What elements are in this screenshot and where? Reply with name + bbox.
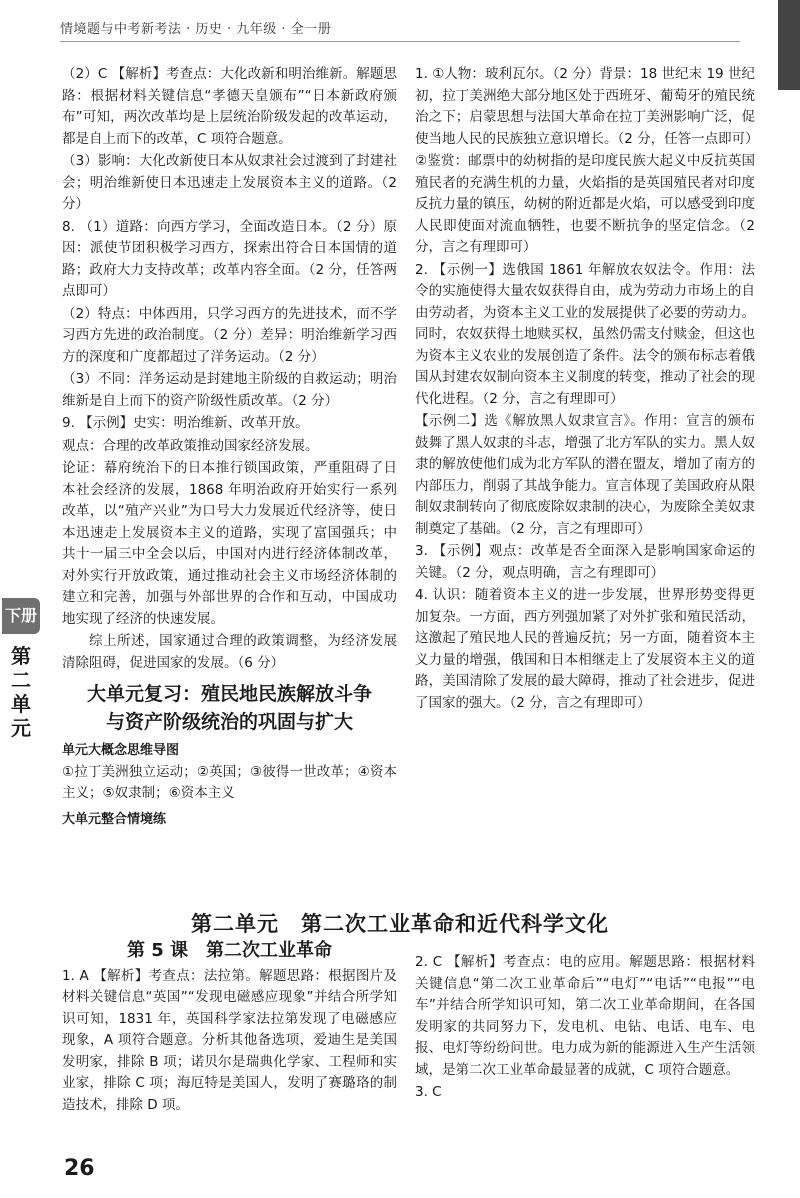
lesson-5-answer-3: 3. C xyxy=(415,1084,442,1100)
volume-label: 下册 xyxy=(2,598,40,634)
lesson-5-answer-1: 1. A 【解析】考查点：法拉第。解题思路：根据图片及材料关键信息“英国”“发现电磁感应现象”并结合所学知识可知，1831 年，英国科学家法拉第发现了电磁感应现象，A 项符合题意。分析其他备选项，爱迪生是美国发明家，排除 B 项；诺贝尔是瑞典化学家、工程师和实业家，排除 C 项；海厄特是美国人，发明了赛璐珞的制造技术，排除 D 项。 xyxy=(62,967,397,1113)
answer-8-2: （2）特点：中体西用，只学习西方的先进技术，而不学习西方先进的政治制度。（2 分）差异：明治维新学习西方的深度和广度都超过了洋务运动。（2 分） xyxy=(62,305,397,365)
review-answer-1-2: ②鉴赏：邮票中的幼树指的是印度民族大起义中反抗英国殖民者的充满生机的力量，火焰指的是英国殖民者对印度反抗力量的镇压，幼树的附近都是火焰，可以感受到印度人民即使面对流血牺牲，也要不断抗争的坚定信念。（2 分，言之有理即可） xyxy=(415,153,755,255)
page-header: 情境题与中考新考法 · 历史 · 九年级 · 全一册 xyxy=(60,18,740,42)
review-answer-1-1: 1. ①人物：玻利瓦尔。（2 分）背景：18 世纪末 19 世纪初，拉丁美洲绝大部分地区处于西班牙、葡萄牙的殖民统治之下；启蒙思想与法国大革命在拉丁美洲影响广泛，促使当地人民的民族独立意识增长。（2 分，任答一点即可） xyxy=(415,66,759,147)
review-answer-4: 4. 认识：随着资本主义的进一步发展，世界形势变得更加复杂。一方面，西方列强加紧了对外扩张和殖民活动，这激起了殖民地人民的普遍反抗；另一方面，随着资本主义力量的增强，俄国和日本相继走上了发展资本主义的道路，美国清除了发展的最大障碍，推动了社会进步，促进了国家的强大。（2 分，言之有理即可） xyxy=(415,587,755,711)
lesson-5-right xyxy=(415,952,755,1105)
answer-9-argument: 论证：幕府统治下的日本推行锁国政策，严重阻碍了日本社会经济的发展，1868 年明治政府开始实行一系列改革，以“殖产兴业”为口号大力发展近代经济等，使日本迅速走上发展资本主义的道路，实现了富国强兵；中共十一届三中全会以后，中国对内进行经济体制改革，对外实行开放政策，通过推动社会主义市场经济体制的建立和完善，加强与外部世界的合作和互动，中国成功地实现了经济的快速发展。 xyxy=(62,460,397,627)
answer-9-conclusion: 综上所述，国家通过合理的政策调整，为经济发展清除阻碍，促进国家的发展。（6 分） xyxy=(62,633,397,671)
review-title-line1: 大单元复习：殖民地民族解放斗争 xyxy=(86,683,372,705)
lesson-5-answer-2: 2. C 【解析】考查点：电的应用。解题思路：根据材料关键信息“第二次工业革命后”“电灯”“电话”“电报”“电车”并结合所学知识可知，第二次工业革命期间，在各国发明家的共同努力下，发电机、电钻、电话、电车、电报、电灯等纷纷问世。电力成为新的能源进入生产生活领域，是第二次工业革命最显著的成就，C 项符合题意。 xyxy=(415,954,755,1078)
mindmap-answers: ①拉丁美洲独立运动；②英国；③彼得一世改革；④资本主义；⑤奴隶制；⑥资本主义 xyxy=(62,763,397,801)
side-tab xyxy=(0,598,42,740)
review-answer-3: 3. 【示例】观点：改革是否全面深入是影响国家命运的关键。（2 分，观点明确，言之有理即可） xyxy=(415,543,755,581)
answer-8-1: 8. （1）道路：向西方学习，全面改造日本。（2 分）原因：派使节团积极学习西方，探索出符合日本国情的道路；政府大力支持改革；改革内容全面。（2 分，任答两点即可） xyxy=(62,218,397,299)
answer-8-3: （3）不同：洋务运动是封建地主阶级的自救运动；明治维新是自上而下的资产阶级性质改革。（2 分） xyxy=(62,371,397,409)
page-number: 26 xyxy=(64,1156,95,1181)
unit-label: 第二单元 xyxy=(11,644,31,740)
right-column xyxy=(415,64,759,715)
answer-7-3: （3）影响：大化改新使日本从奴隶社会过渡到了封建社会；明治维新使日本迅速走上发展资本主义的道路。（2 分） xyxy=(62,153,397,212)
mindmap-heading: 单元大概念思维导图 xyxy=(62,743,180,758)
review-answer-2-ex2: 【示例二】选《解放黑人奴隶宣言》。作用：宣言的颁布鼓舞了黑人奴隶的斗志，增强了北方军队的实力。黑人奴隶的解放使他们成为北方军队的潜在盟友，增加了南方的内部压力，削弱了其战争能力。宣言体现了美国政府从限制奴隶制转向了彻底废除奴隶制的决心，为废除全美奴隶制奠定了基础。（2 分，言之有理即可） xyxy=(415,413,755,537)
answer-9-example: 9. 【示例】史实：明治维新、改革开放。 xyxy=(62,415,309,431)
review-title-line2: 与资产阶级统治的巩固与扩大 xyxy=(105,711,353,733)
review-answer-2-ex1: 2. 【示例一】选俄国 1861 年解放农奴法令。作用：法令的实施使得大量农奴获得自由，成为劳动力市场上的自由劳动者，为资本主义工业的发展提供了必要的劳动力。同时，农奴获得土地赎买权，虽然仍需支付赎金，但这也为资本主义农业的发展创造了条件。法令的颁布标志着俄国从封建农奴制向资本主义制度的转变，推动了社会的现代化进程。（2 分，言之有理即可） xyxy=(415,261,755,407)
lesson-5-title: 第 5 课 第二次工业革命 xyxy=(126,940,333,961)
lesson-5-left xyxy=(62,940,397,1117)
practice-heading: 大单元整合情境练 xyxy=(62,811,167,827)
answer-7-2: （2）C 【解析】考查点：大化改新和明治维新。解题思路：根据材料关键信息“孝德天皇颁布”“日本新政府颁布”可知，两次改革均是上层统治阶级发起的改革运动，都是自上而下的改革，C 项符合题意。 xyxy=(62,66,397,147)
unit-2-title: 第二单元 第二次工业革命和近代科学文化 xyxy=(191,912,609,936)
review-title xyxy=(62,680,397,736)
left-column xyxy=(62,64,397,830)
page-edge-strip xyxy=(778,0,800,90)
answer-9-view: 观点：合理的改革政策推动国家经济发展。 xyxy=(62,437,319,454)
